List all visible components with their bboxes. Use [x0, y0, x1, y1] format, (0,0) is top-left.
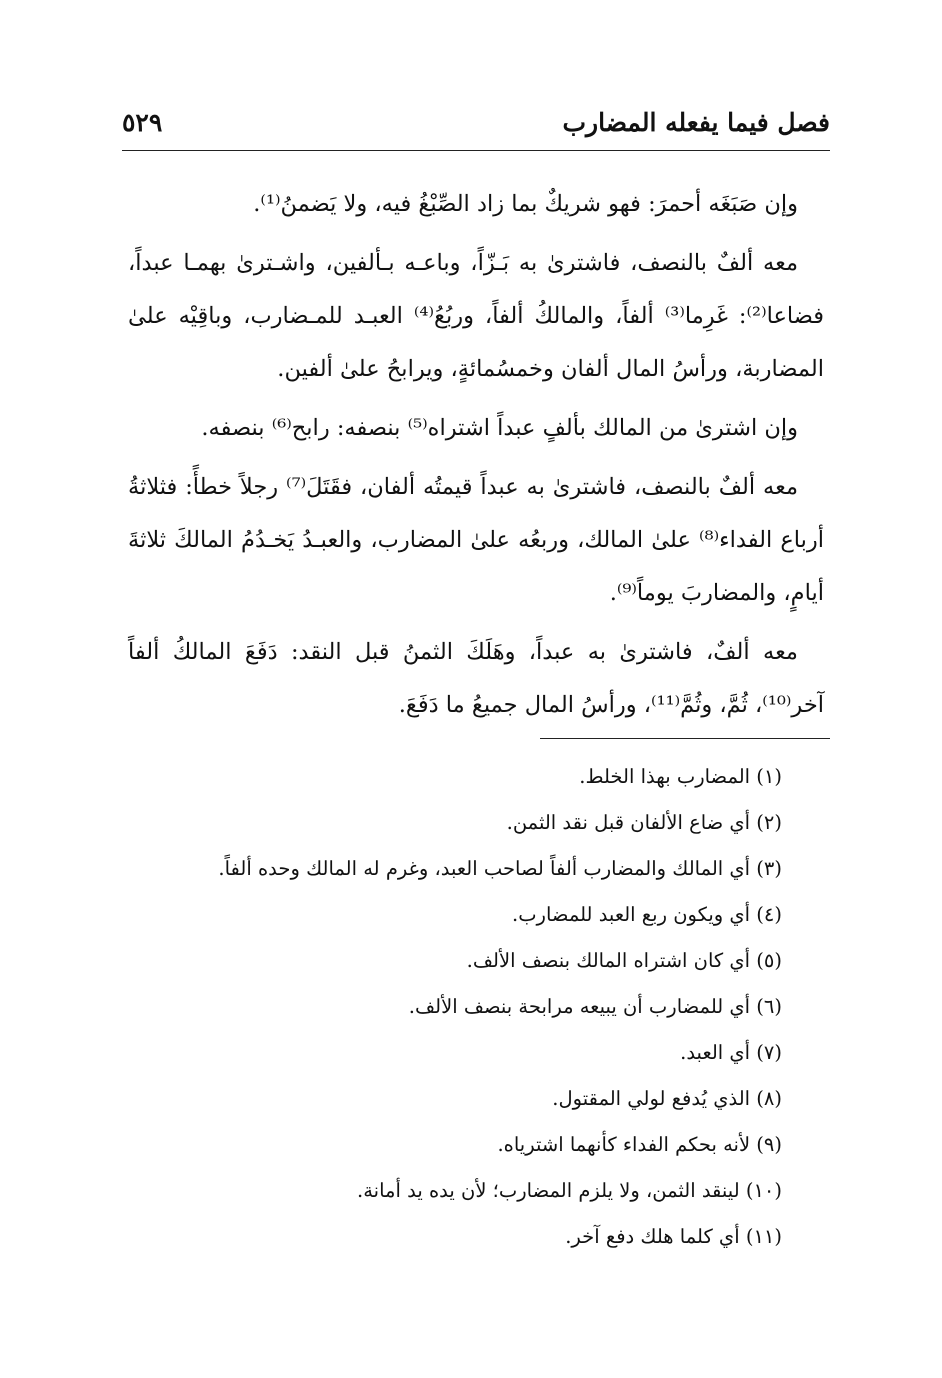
footnote: (١٠) لينقد الثمن، ولا يلزم المضارب؛ لأن يده يد أمانة.	[357, 1179, 782, 1202]
footnote: (٧) أي العبد.	[680, 1041, 782, 1064]
footnote: (١١) أي كلما هلك دفع آخر.	[565, 1225, 782, 1248]
footnote: (٩) لأنه بحكم الفداء كأنهما اشترياه.	[497, 1133, 782, 1156]
footnote: (٣) أي المالك والمضارب ألفاً لصاحب العبد، وغرم له المالك وحده ألفاً.	[218, 857, 782, 880]
running-title: فصل فيما يفعله المضارب	[562, 108, 830, 137]
main-text	[128, 178, 824, 738]
paragraph: وإن صَبَغَه أحمرَ: فهو شريكٌ بما زاد الصِّبْغُ فيه، ولا يَضمنُ⁽¹⁾.	[253, 191, 798, 217]
header-rule	[122, 150, 830, 151]
footnote-separator	[540, 738, 830, 739]
footnote: (٥) أي كان اشتراه المالك بنصف الألف.	[466, 949, 782, 972]
footnote: (٢) أي ضاع الألفان قبل نقد الثمن.	[506, 811, 782, 834]
paragraph: معه ألفٌ، فاشترىٰ به عبداً، وهَلَكَ الثمنُ قبل النقد: دَفَعَ المالكُ ألفاً آخر⁽¹⁰⁾، ثُمَّ، وثُمَّ⁽¹¹⁾، ورأسُ المال جميعُ ما دَفَعَ.	[128, 639, 824, 718]
page-header	[122, 108, 830, 146]
paragraph: وإن اشترىٰ من المالك بألفٍ عبداً اشتراه⁽⁵⁾ بنصفه: رابح⁽⁶⁾ بنصفه.	[201, 415, 798, 441]
footnote: (١) المضارب بهذا الخلط.	[579, 765, 782, 788]
page-number: ٥٢٩	[122, 108, 163, 137]
footnote: (٦) أي للمضارب أن يبيعه مرابحة بنصف الألف.	[408, 995, 782, 1018]
paragraph: معه ألفٌ بالنصف، فاشترىٰ به بَـزّاً، وباعـه بـألفين، واشـترىٰ بهمـا عبداً، فضاعا⁽²⁾: غَرِما⁽³⁾ ألفاً، والمالكُ ألفاً، وربُعُ⁽⁴⁾ العبـد للمـضارب، وباقِيْه علىٰ المضاربة، ورأسُ المال ألفان وخمسُمائةٍ، ويرابحُ علىٰ ألفين.	[128, 250, 824, 382]
footnote: (٨) الذي يُدفع لولي المقتول.	[552, 1087, 782, 1110]
paragraph: معه ألفٌ بالنصف، فاشترىٰ به عبداً قيمتُه ألفان، فقَتَلَ⁽⁷⁾ رجلاً خطأً: فثلاثةُ أرباع الفداء⁽⁸⁾ علىٰ المالك، وربعُه علىٰ المضارب، والعبـدُ يَخـدُمُ المالكَ ثلاثةَ أيامٍ، والمضاربَ يوماً⁽⁹⁾.	[128, 474, 824, 606]
footnotes	[120, 754, 782, 1260]
footnote: (٤) أي ويكون ربع العبد للمضارب.	[512, 903, 782, 926]
